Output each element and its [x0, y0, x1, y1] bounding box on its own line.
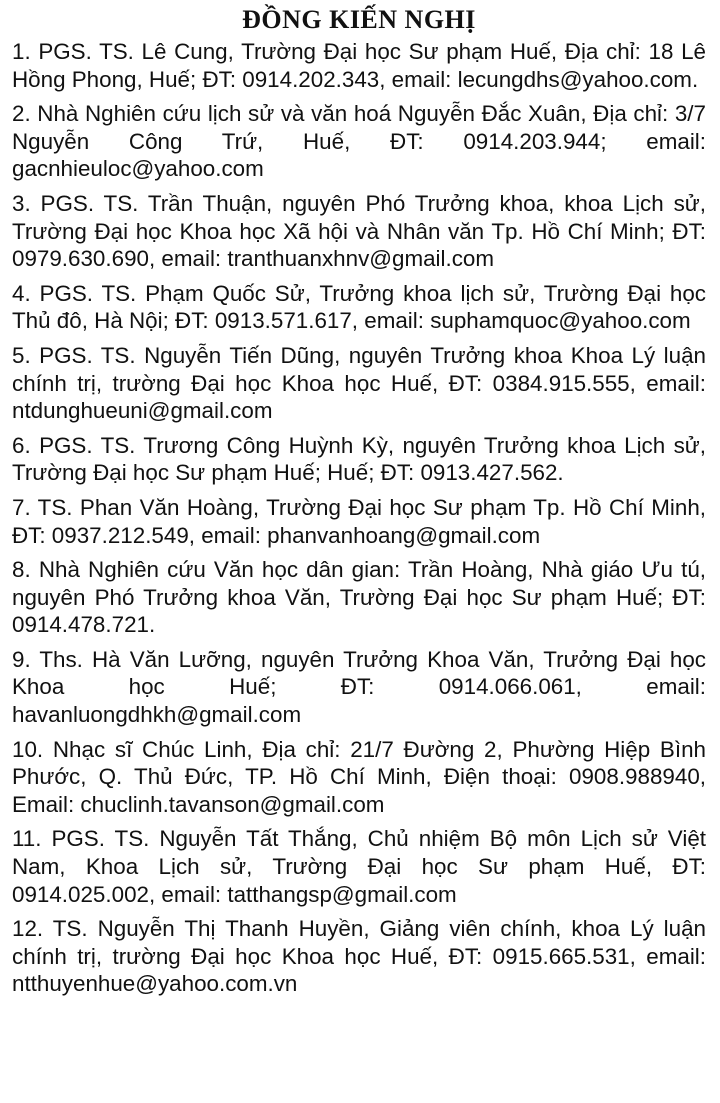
signatory-entry: 2. Nhà Nghiên cứu lịch sử và văn hoá Nguyễn Đắc Xuân, Địa chỉ: 3/7 Nguyễn Công Trứ, Huế, ĐT: 0914.203.944; email: gacnhieuloc@yahoo.com	[12, 101, 706, 182]
signatory-entry: 6. PGS. TS. Trương Công Huỳnh Kỳ, nguyên Trưởng khoa Lịch sử, Trường Đại học Sư phạm Huế; Huế; ĐT: 0913.427.562.	[12, 432, 706, 486]
document-title: ĐỒNG KIẾN NGHỊ	[242, 5, 476, 34]
document-page	[12, 0, 706, 1103]
signatory-entry: 10. Nhạc sĩ Chúc Linh, Địa chỉ: 21/7 Đường 2, Phường Hiệp Bình Phước, Q. Thủ Đức, TP. Hồ Chí Minh, Điện thoại: 0908.988940, Email: chuclinh.tavanson@gmail.com	[12, 736, 706, 817]
signatory-entry: 9. Ths. Hà Văn Lưỡng, nguyên Trưởng Khoa Văn, Trưởng Đại học Khoa học Huế; ĐT: 0914.066.061, email: havanluongdhkh@gmail.com	[12, 646, 706, 728]
signatory-entry: 4. PGS. TS. Phạm Quốc Sử, Trưởng khoa lịch sử, Trường Đại học Thủ đô, Hà Nội; ĐT: 0913.571.617, email: suphamquoc@yahoo.com	[12, 280, 706, 334]
signatory-list	[12, 38, 706, 1005]
signatory-entry: 12. TS. Nguyễn Thị Thanh Huyền, Giảng viên chính, khoa Lý luận chính trị, trường Đại học Khoa học Huế, ĐT: 0915.665.531, email: ntthuyenhue@yahoo.com.vn	[12, 916, 706, 997]
signatory-entry: 3. PGS. TS. Trần Thuận, nguyên Phó Trưởng khoa, khoa Lịch sử, Trường Đại học Khoa học Xã hội và Nhân văn Tp. Hồ Chí Minh; ĐT: 0979.630.690, email: tranthuanxhnv@gmail.com	[12, 190, 706, 272]
signatory-entry: 8. Nhà Nghiên cứu Văn học dân gian: Trần Hoàng, Nhà giáo Ưu tú, nguyên Phó Trưởng khoa Văn, Trường Đại học Sư phạm Huế; ĐT: 0914.478.721.	[12, 557, 706, 638]
signatory-entry: 1. PGS. TS. Lê Cung, Trường Đại học Sư phạm Huế, Địa chỉ: 18 Lê Hồng Phong, Huế; ĐT: 0914.202.343, email: lecungdhs@yahoo.com.	[12, 39, 706, 92]
signatory-entry: 11. PGS. TS. Nguyễn Tất Thắng, Chủ nhiệm Bộ môn Lịch sử Việt Nam, Khoa Lịch sử, Trường Đại học Sư phạm Huế, ĐT: 0914.025.002, email: tatthangsp@gmail.com	[12, 826, 706, 907]
signatory-entry: 5. PGS. TS. Nguyễn Tiến Dũng, nguyên Trưởng khoa Khoa Lý luận chính trị, trường Đại học Khoa học Huế, ĐT: 0384.915.555, email: ntdunghueuni@gmail.com	[12, 342, 706, 424]
signatory-entry: 7. TS. Phan Văn Hoàng, Trường Đại học Sư phạm Tp. Hồ Chí Minh, ĐT: 0937.212.549, email: phanvanhoang@gmail.com	[12, 494, 706, 548]
